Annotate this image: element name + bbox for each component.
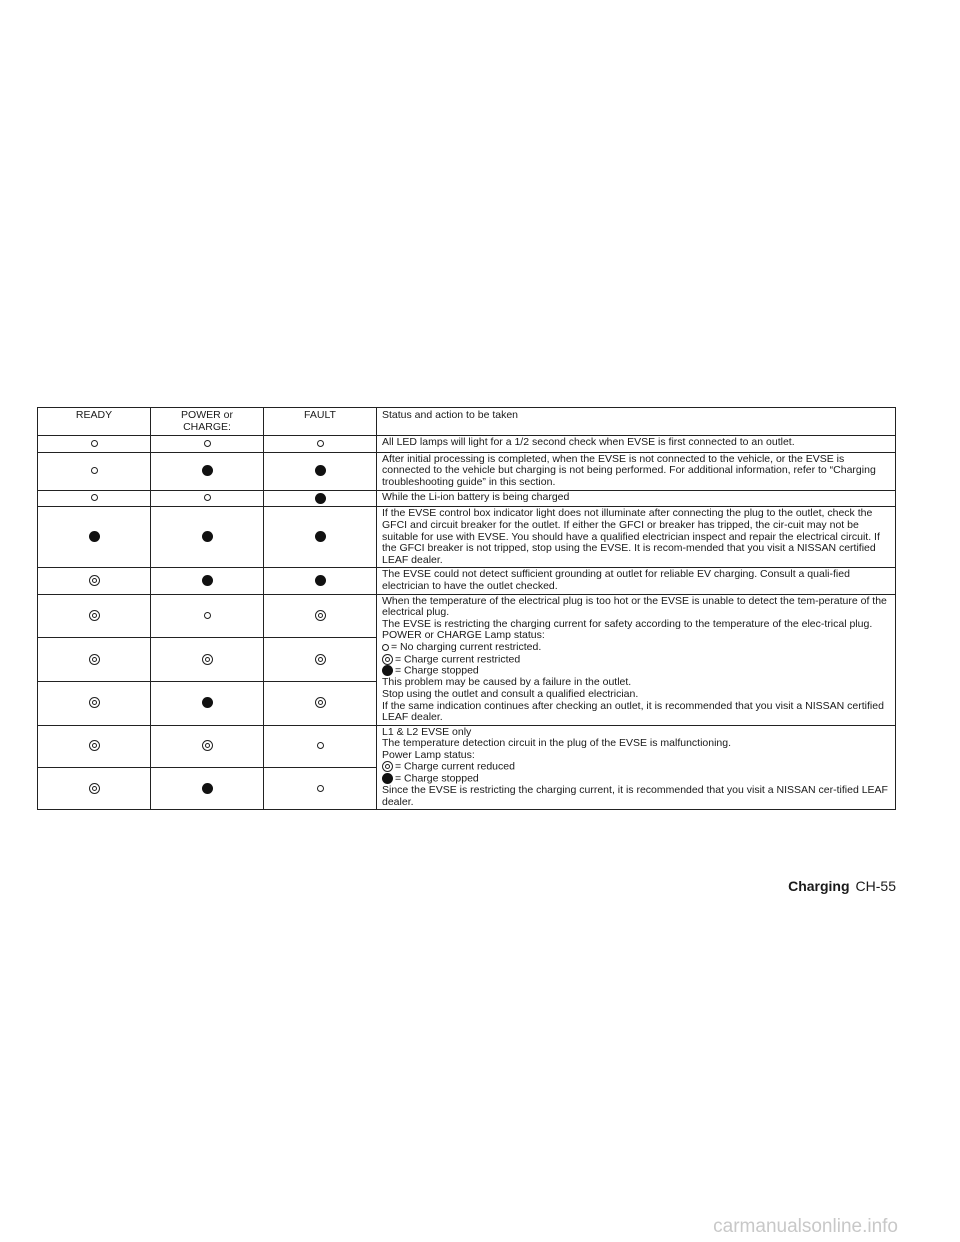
description-line — [382, 785, 890, 808]
status-description — [377, 490, 896, 507]
description-text: Power Lamp status: — [382, 748, 475, 761]
power-charge-lamp-cell — [151, 725, 264, 767]
description-line — [382, 750, 890, 762]
fault-lamp-cell — [264, 490, 377, 507]
ready-lamp-cell — [38, 681, 151, 725]
status-description — [377, 452, 896, 490]
lamp-flashing-icon — [315, 610, 326, 621]
power-charge-lamp-cell — [151, 436, 264, 453]
description-line — [382, 642, 890, 654]
evse-table-body — [38, 408, 896, 810]
lamp-off-icon — [317, 785, 324, 792]
ready-lamp-cell — [38, 768, 151, 810]
lamp-flashing-icon — [382, 654, 393, 665]
lamp-flashing-icon — [89, 783, 100, 794]
status-description — [377, 568, 896, 594]
power-charge-lamp-cell — [151, 594, 264, 638]
ready-lamp-cell — [38, 594, 151, 638]
evse-indicator-table — [37, 407, 896, 810]
description-line — [382, 454, 890, 489]
header-ready: READY — [38, 408, 151, 436]
footer-page-number: CH-55 — [855, 878, 896, 894]
power-charge-lamp-cell — [151, 638, 264, 682]
description-line — [382, 492, 890, 504]
description-text: While the Li-ion battery is being charged — [382, 490, 570, 503]
lamp-flashing-icon — [382, 761, 393, 772]
table-row — [38, 490, 896, 507]
lamp-flashing-icon — [89, 610, 100, 621]
ready-lamp-cell — [38, 436, 151, 453]
fault-lamp-cell — [264, 681, 377, 725]
description-text: L1 & L2 EVSE only — [382, 725, 472, 738]
lamp-flashing-icon — [89, 575, 100, 586]
lamp-off-icon — [91, 494, 98, 501]
ready-lamp-cell — [38, 725, 151, 767]
table-row — [38, 507, 896, 568]
lamp-on-icon — [202, 697, 213, 708]
lamp-flashing-icon — [315, 654, 326, 665]
description-line — [382, 569, 890, 592]
description-text: = Charge stopped — [395, 664, 479, 677]
lamp-on-icon — [315, 493, 326, 504]
description-text: Since the EVSE is restricting the charging current, it is recommended that you visit a NISSAN cer-tified LEAF dealer. — [382, 784, 888, 808]
fault-lamp-cell — [264, 507, 377, 568]
lamp-on-icon — [315, 575, 326, 586]
description-line — [382, 437, 890, 449]
description-text: After initial processing is completed, when the EVSE is not connected to the vehicle, or the EVSE is connected to the vehicle but charging is not being performed. For additional information, refer to “Charging troubleshooting guide” in this section. — [382, 452, 876, 488]
table-row — [38, 436, 896, 453]
footer-section-title: Charging — [788, 878, 850, 894]
description-text: If the same indication continues after checking an outlet, it is recommended that you visit a NISSAN certified LEAF dealer. — [382, 699, 884, 724]
power-charge-lamp-cell — [151, 507, 264, 568]
lamp-off-icon — [382, 644, 389, 651]
lamp-off-icon — [204, 494, 211, 501]
status-description — [377, 507, 896, 568]
fault-lamp-cell — [264, 436, 377, 453]
description-text: The EVSE is restricting the charging current for safety according to the temperature of the elec-trical plug. — [382, 617, 873, 630]
description-text: This problem may be caused by a failure in the outlet. — [382, 676, 632, 689]
description-line — [382, 654, 890, 666]
table-row — [38, 594, 896, 638]
lamp-off-icon — [317, 742, 324, 749]
fault-lamp-cell — [264, 768, 377, 810]
status-description — [377, 594, 896, 725]
lamp-flashing-icon — [202, 654, 213, 665]
description-text: = Charge current reduced — [395, 760, 515, 773]
status-description — [377, 436, 896, 453]
power-charge-lamp-cell — [151, 768, 264, 810]
power-charge-lamp-cell — [151, 681, 264, 725]
lamp-off-icon — [204, 612, 211, 619]
description-text: If the EVSE control box indicator light does not illuminate after connecting the plug to the outlet, check the GFCI and circuit breaker for the outlet. If either the GFCI or breaker has tripped, the cir-cuit may not be suitable for use with EVSE. You should have a qualified electrician inspect and repair the electrical circuit. If the GFCI breaker is not tripped, stop using the EVSE. It is recom-mended that you visit a NISSAN certified LEAF dealer. — [382, 507, 880, 566]
lamp-on-icon — [315, 531, 326, 542]
power-charge-lamp-cell — [151, 568, 264, 594]
lamp-on-icon — [202, 783, 213, 794]
description-line — [382, 596, 890, 619]
header-fault: FAULT — [264, 408, 377, 436]
lamp-off-icon — [204, 440, 211, 447]
description-line — [382, 508, 890, 566]
lamp-flashing-icon — [202, 740, 213, 751]
power-charge-lamp-cell — [151, 452, 264, 490]
lamp-flashing-icon — [89, 697, 100, 708]
lamp-off-icon — [91, 440, 98, 447]
lamp-on-icon — [315, 465, 326, 476]
lamp-off-icon — [317, 440, 324, 447]
description-text: = Charge stopped — [395, 772, 479, 785]
fault-lamp-cell — [264, 638, 377, 682]
lamp-on-icon — [89, 531, 100, 542]
description-text: = Charge current restricted — [395, 652, 521, 665]
status-description — [377, 725, 896, 810]
fault-lamp-cell — [264, 594, 377, 638]
fault-lamp-cell — [264, 725, 377, 767]
table-header-row — [38, 408, 896, 436]
fault-lamp-cell — [264, 568, 377, 594]
table-row — [38, 725, 896, 767]
lamp-flashing-icon — [315, 697, 326, 708]
lamp-on-icon — [202, 465, 213, 476]
ready-lamp-cell — [38, 490, 151, 507]
ready-lamp-cell — [38, 507, 151, 568]
description-text: Stop using the outlet and consult a qualified electrician. — [382, 687, 639, 700]
description-text: When the temperature of the electrical plug is too hot or the EVSE is unable to detect the tem-perature of the electrical plug. — [382, 594, 887, 619]
watermark: carmanualsonline.info — [713, 1216, 898, 1237]
description-text: The EVSE could not detect sufficient grounding at outlet for reliable EV charging. Consult a quali-fied electrician to have the outlet checked. — [382, 568, 850, 592]
description-text: The temperature detection circuit in the plug of the EVSE is malfunctioning. — [382, 737, 732, 750]
page-footer — [788, 878, 896, 894]
lamp-on-icon — [382, 665, 393, 676]
power-charge-lamp-cell — [151, 490, 264, 507]
ready-lamp-cell — [38, 638, 151, 682]
fault-lamp-cell — [264, 452, 377, 490]
description-line — [382, 701, 890, 724]
lamp-on-icon — [202, 575, 213, 586]
description-line — [382, 761, 890, 773]
description-text: POWER or CHARGE Lamp status: — [382, 629, 545, 642]
header-status-action: Status and action to be taken — [377, 408, 896, 436]
lamp-flashing-icon — [89, 654, 100, 665]
lamp-on-icon — [202, 531, 213, 542]
lamp-flashing-icon — [89, 740, 100, 751]
description-text: = No charging current restricted. — [391, 640, 542, 653]
description-text: All LED lamps will light for a 1/2 second check when EVSE is first connected to an outlet. — [382, 436, 795, 449]
lamp-on-icon — [382, 773, 393, 784]
header-power-charge: POWER or CHARGE: — [151, 408, 264, 436]
ready-lamp-cell — [38, 452, 151, 490]
lamp-off-icon — [91, 467, 98, 474]
table-row — [38, 568, 896, 594]
table-row — [38, 452, 896, 490]
ready-lamp-cell — [38, 568, 151, 594]
